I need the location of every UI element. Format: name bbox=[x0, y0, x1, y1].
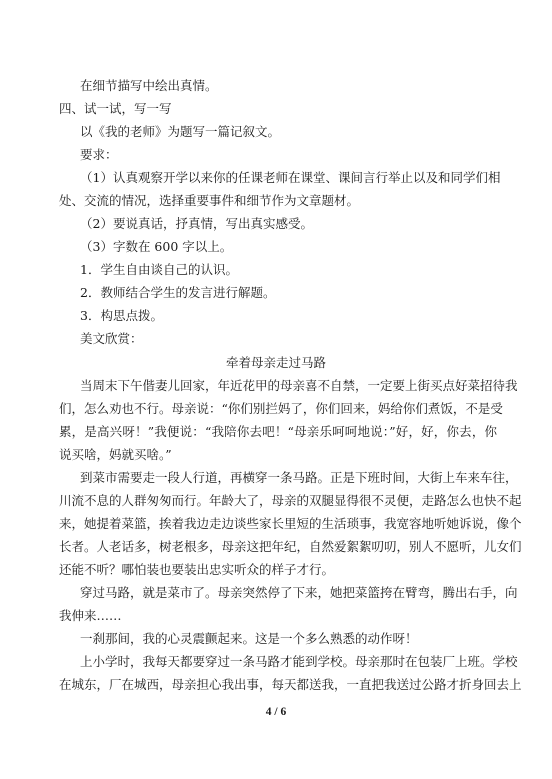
text-line: （2）要说真话，抒真情，写出真实感受。 bbox=[80, 216, 313, 231]
text-line: 在细节描写中绘出真情。 bbox=[80, 78, 218, 93]
essay-line: 们，怎么劝也不行。母亲说：“你们别拦妈了，你们回来，妈给你们煮饭，不是受 bbox=[59, 401, 503, 416]
essay-line: 川流不息的人群匆匆而行。年龄大了，母亲的双腿显得很不灵便，走路怎么也快不起 bbox=[59, 493, 522, 508]
text-line: 处、交流的情况，选择重要事件和细节作为文章题材。 bbox=[59, 193, 360, 208]
essay-line: 还能不听？哪怕装也要装出忠实听众的样子才行。 bbox=[59, 562, 335, 577]
essay-line: 来，她提着菜篮，挨着我边走边谈些家长里短的生活琐事，我宽容地听她诉说，像个 bbox=[59, 516, 522, 531]
essay-line: 到菜市需要走一段人行道，再横穿一条马路。正是下班时间，大街上车来车往， bbox=[80, 470, 518, 485]
section-heading: 四、试一试，写一写 bbox=[59, 101, 172, 116]
text-line: 1．学生自由谈自己的认识。 bbox=[80, 262, 238, 277]
essay-line: 上小学时，我每天都要穿过一条马路才能到学校。母亲那时在包装厂上班。学校 bbox=[80, 654, 518, 669]
essay-line: 在城东，厂在城西，母亲担心我出事，每天都送我，一直把我送过公路才折身回去上 bbox=[59, 677, 522, 692]
essay-title: 牵着母亲走过马路 bbox=[225, 355, 326, 370]
text-line: 3．构思点拨。 bbox=[80, 308, 163, 323]
page-number: 4 / 6 bbox=[265, 706, 287, 718]
essay-line: 一刹那间，我的心灵震颤起来。这是一个多么熟悉的动作呀！ bbox=[80, 631, 418, 646]
essay-line: 当周末下午偕妻儿回家，年近花甲的母亲喜不自禁，一定要上街买点好菜招待我 bbox=[80, 378, 518, 393]
text-line: 2．教师结合学生的发言进行解题。 bbox=[80, 285, 276, 300]
essay-line: 长者。人老话多，树老根多，母亲这把年纪，自然爱絮絮叨叨，别人不愿听，儿女们 bbox=[59, 539, 522, 554]
essay-line: 穿过马路，就是菜市了。母亲突然停了下来，她把菜篮挎在臂弯，腾出右手，向 bbox=[80, 585, 518, 600]
text-line: （1）认真观察开学以来你的任课老师在课堂、课间言行举止以及和同学们相 bbox=[80, 170, 501, 185]
text-line: 以《我的老师》为题写一篇记叙文。 bbox=[80, 124, 281, 139]
text-line: （3）字数在 600 字以上。 bbox=[80, 239, 233, 254]
text-line: 美文欣赏： bbox=[80, 331, 143, 346]
essay-line: 说买啥，妈就买啥。” bbox=[59, 447, 172, 462]
essay-line: 我伸来…… bbox=[59, 608, 122, 623]
text-line: 要求： bbox=[80, 147, 118, 162]
essay-line: 累，是高兴呀！”我便说：“我陪你去吧！“母亲乐呵呵地说：”好，好，你去，你 bbox=[59, 424, 497, 439]
